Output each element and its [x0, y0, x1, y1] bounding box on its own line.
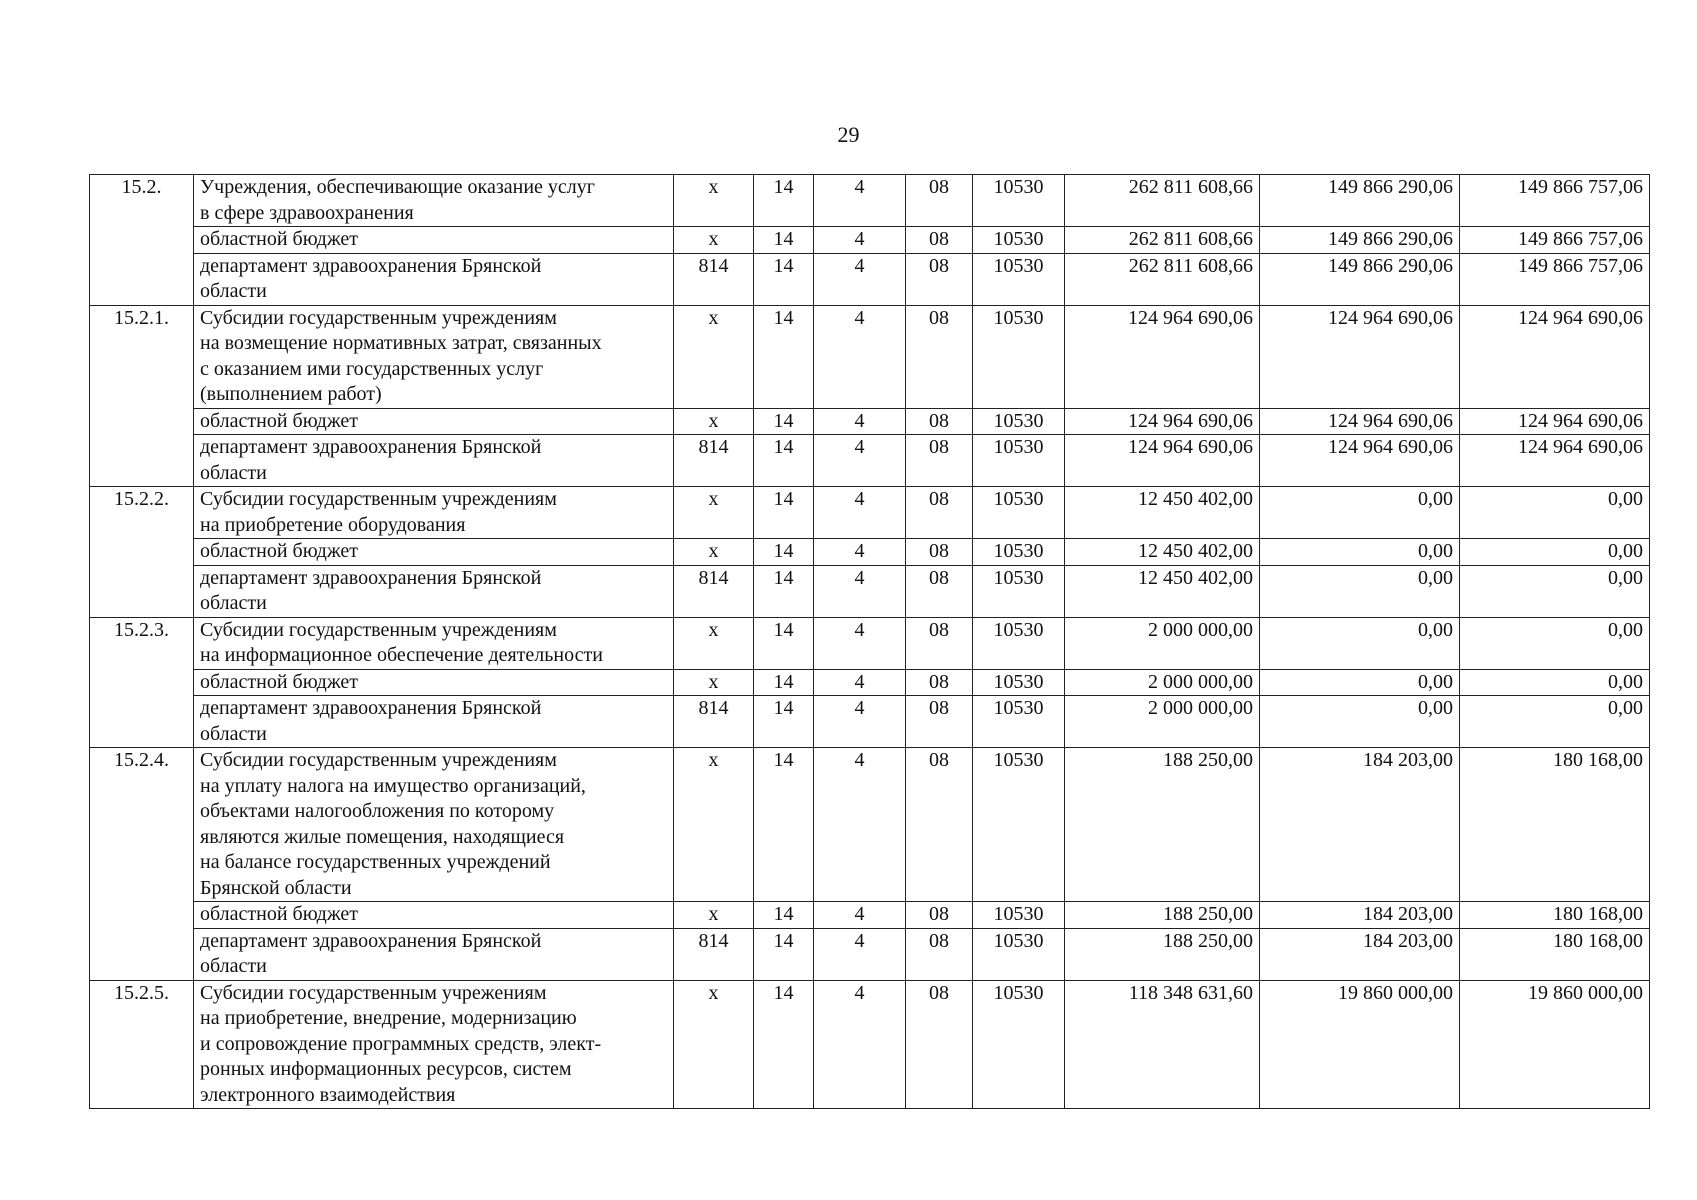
- activity-code: 08: [906, 902, 973, 929]
- item-name: департамент здравоохранения Брянской области: [194, 565, 674, 617]
- amount-year-3: 0,00: [1460, 669, 1650, 696]
- amount-year-2: 124 964 690,06: [1260, 408, 1460, 435]
- program-code: 14: [754, 539, 814, 566]
- subprogram-code: 4: [814, 305, 906, 408]
- direction-code: 10530: [973, 227, 1065, 254]
- amount-year-1: 262 811 608,66: [1065, 227, 1260, 254]
- program-code: 14: [754, 980, 814, 1109]
- amount-year-1: 124 964 690,06: [1065, 305, 1260, 408]
- subprogram-code: 4: [814, 669, 906, 696]
- admin-code: х: [674, 487, 754, 539]
- table-row: [90, 253, 1650, 305]
- table-row: [90, 408, 1650, 435]
- admin-code: х: [674, 408, 754, 435]
- subprogram-code: 4: [814, 928, 906, 980]
- activity-code: 08: [906, 408, 973, 435]
- amount-year-3: 19 860 000,00: [1460, 980, 1650, 1109]
- direction-code: 10530: [973, 748, 1065, 902]
- item-name: областной бюджет: [194, 902, 674, 929]
- item-name: областной бюджет: [194, 669, 674, 696]
- admin-code: 814: [674, 696, 754, 748]
- subprogram-code: 4: [814, 175, 906, 227]
- amount-year-1: 124 964 690,06: [1065, 435, 1260, 487]
- activity-code: 08: [906, 928, 973, 980]
- program-code: 14: [754, 748, 814, 902]
- activity-code: 08: [906, 669, 973, 696]
- subprogram-code: 4: [814, 565, 906, 617]
- direction-code: 10530: [973, 305, 1065, 408]
- amount-year-2: 149 866 290,06: [1260, 175, 1460, 227]
- item-name: областной бюджет: [194, 539, 674, 566]
- table-row: [90, 227, 1650, 254]
- subprogram-code: 4: [814, 980, 906, 1109]
- activity-code: 08: [906, 175, 973, 227]
- direction-code: 10530: [973, 408, 1065, 435]
- item-name: Субсидии государственным учреждениям на возмещение нормативных затрат, связанных с оказанием ими государственных услуг (выполнением работ): [194, 305, 674, 408]
- amount-year-3: 0,00: [1460, 539, 1650, 566]
- amount-year-2: 0,00: [1260, 669, 1460, 696]
- table-row: [90, 435, 1650, 487]
- amount-year-2: 0,00: [1260, 539, 1460, 566]
- item-name: департамент здравоохранения Брянской области: [194, 696, 674, 748]
- activity-code: 08: [906, 305, 973, 408]
- direction-code: 10530: [973, 980, 1065, 1109]
- program-code: 14: [754, 175, 814, 227]
- amount-year-1: 12 450 402,00: [1065, 487, 1260, 539]
- activity-code: 08: [906, 980, 973, 1109]
- page-number: 29: [837, 122, 860, 147]
- program-code: 14: [754, 435, 814, 487]
- amount-year-2: 19 860 000,00: [1260, 980, 1460, 1109]
- amount-year-3: 180 168,00: [1460, 928, 1650, 980]
- table-row: [90, 696, 1650, 748]
- item-name: Учреждения, обеспечивающие оказание услуг в сфере здравоохранения: [194, 175, 674, 227]
- admin-code: х: [674, 902, 754, 929]
- table-row: [90, 487, 1650, 539]
- item-name: департамент здравоохранения Брянской области: [194, 928, 674, 980]
- amount-year-3: 149 866 757,06: [1460, 227, 1650, 254]
- subprogram-code: 4: [814, 902, 906, 929]
- amount-year-1: 188 250,00: [1065, 928, 1260, 980]
- amount-year-3: 124 964 690,06: [1460, 408, 1650, 435]
- direction-code: 10530: [973, 902, 1065, 929]
- amount-year-1: 262 811 608,66: [1065, 175, 1260, 227]
- amount-year-2: 184 203,00: [1260, 748, 1460, 902]
- amount-year-3: 0,00: [1460, 696, 1650, 748]
- program-code: 14: [754, 565, 814, 617]
- program-code: 14: [754, 696, 814, 748]
- admin-code: х: [674, 669, 754, 696]
- table-row: [90, 305, 1650, 408]
- direction-code: 10530: [973, 928, 1065, 980]
- program-code: 14: [754, 902, 814, 929]
- direction-code: 10530: [973, 565, 1065, 617]
- budget-table: [89, 174, 1650, 1109]
- amount-year-3: 124 964 690,06: [1460, 435, 1650, 487]
- table-row: [90, 669, 1650, 696]
- table-row: [90, 928, 1650, 980]
- admin-code: 814: [674, 253, 754, 305]
- subprogram-code: 4: [814, 253, 906, 305]
- amount-year-2: 0,00: [1260, 617, 1460, 669]
- subprogram-code: 4: [814, 748, 906, 902]
- activity-code: 08: [906, 227, 973, 254]
- item-number: 15.2.5.: [90, 980, 194, 1109]
- table-row: [90, 617, 1650, 669]
- activity-code: 08: [906, 565, 973, 617]
- amount-year-1: 12 450 402,00: [1065, 565, 1260, 617]
- activity-code: 08: [906, 617, 973, 669]
- amount-year-1: 262 811 608,66: [1065, 253, 1260, 305]
- amount-year-3: 149 866 757,06: [1460, 175, 1650, 227]
- direction-code: 10530: [973, 175, 1065, 227]
- amount-year-2: 0,00: [1260, 565, 1460, 617]
- amount-year-3: 149 866 757,06: [1460, 253, 1650, 305]
- direction-code: 10530: [973, 253, 1065, 305]
- amount-year-1: 12 450 402,00: [1065, 539, 1260, 566]
- subprogram-code: 4: [814, 227, 906, 254]
- direction-code: 10530: [973, 435, 1065, 487]
- activity-code: 08: [906, 253, 973, 305]
- item-name: областной бюджет: [194, 227, 674, 254]
- table-row: [90, 539, 1650, 566]
- admin-code: х: [674, 539, 754, 566]
- item-number: 15.2.4.: [90, 748, 194, 981]
- item-number: 15.2.: [90, 175, 194, 306]
- amount-year-2: 184 203,00: [1260, 928, 1460, 980]
- table-row: [90, 175, 1650, 227]
- direction-code: 10530: [973, 487, 1065, 539]
- item-name: Субсидии государственным учреждениям на информационное обеспечение деятельности: [194, 617, 674, 669]
- activity-code: 08: [906, 748, 973, 902]
- admin-code: 814: [674, 928, 754, 980]
- amount-year-1: 2 000 000,00: [1065, 696, 1260, 748]
- amount-year-3: 0,00: [1460, 617, 1650, 669]
- admin-code: х: [674, 227, 754, 254]
- amount-year-2: 149 866 290,06: [1260, 253, 1460, 305]
- direction-code: 10530: [973, 539, 1065, 566]
- amount-year-1: 2 000 000,00: [1065, 669, 1260, 696]
- amount-year-3: 180 168,00: [1460, 902, 1650, 929]
- amount-year-2: 149 866 290,06: [1260, 227, 1460, 254]
- amount-year-1: 124 964 690,06: [1065, 408, 1260, 435]
- program-code: 14: [754, 617, 814, 669]
- admin-code: х: [674, 748, 754, 902]
- item-number: 15.2.1.: [90, 305, 194, 487]
- item-number: 15.2.2.: [90, 487, 194, 618]
- amount-year-1: 118 348 631,60: [1065, 980, 1260, 1109]
- item-name: Субсидии государственным учреждениям на уплату налога на имущество организаций, объектами налогообложения по которому являются жилые помещения, находящиеся на балансе государственных учреждений Брянской области: [194, 748, 674, 902]
- amount-year-3: 0,00: [1460, 487, 1650, 539]
- direction-code: 10530: [973, 669, 1065, 696]
- subprogram-code: 4: [814, 408, 906, 435]
- amount-year-3: 0,00: [1460, 565, 1650, 617]
- subprogram-code: 4: [814, 617, 906, 669]
- item-name: департамент здравоохранения Брянской области: [194, 435, 674, 487]
- subprogram-code: 4: [814, 539, 906, 566]
- amount-year-3: 124 964 690,06: [1460, 305, 1650, 408]
- subprogram-code: 4: [814, 487, 906, 539]
- item-number: 15.2.3.: [90, 617, 194, 748]
- program-code: 14: [754, 669, 814, 696]
- program-code: 14: [754, 487, 814, 539]
- admin-code: х: [674, 175, 754, 227]
- amount-year-2: 124 964 690,06: [1260, 435, 1460, 487]
- program-code: 14: [754, 227, 814, 254]
- direction-code: 10530: [973, 617, 1065, 669]
- activity-code: 08: [906, 487, 973, 539]
- amount-year-1: 188 250,00: [1065, 748, 1260, 902]
- table-row: [90, 565, 1650, 617]
- amount-year-2: 124 964 690,06: [1260, 305, 1460, 408]
- item-name: областной бюджет: [194, 408, 674, 435]
- program-code: 14: [754, 305, 814, 408]
- activity-code: 08: [906, 539, 973, 566]
- program-code: 14: [754, 928, 814, 980]
- admin-code: х: [674, 980, 754, 1109]
- admin-code: 814: [674, 565, 754, 617]
- program-code: 14: [754, 408, 814, 435]
- subprogram-code: 4: [814, 435, 906, 487]
- table-row: [90, 748, 1650, 902]
- admin-code: х: [674, 305, 754, 408]
- program-code: 14: [754, 253, 814, 305]
- item-name: Субсидии государственным учреждениям на приобретение оборудования: [194, 487, 674, 539]
- item-name: департамент здравоохранения Брянской области: [194, 253, 674, 305]
- amount-year-3: 180 168,00: [1460, 748, 1650, 902]
- amount-year-1: 188 250,00: [1065, 902, 1260, 929]
- table-row: [90, 902, 1650, 929]
- item-name: Субсидии государственным учрежениям на приобретение, внедрение, модернизацию и сопровождение программных средств, элект- ронных информационных ресурсов, систем электронного взаимодействия: [194, 980, 674, 1109]
- admin-code: 814: [674, 435, 754, 487]
- amount-year-2: 184 203,00: [1260, 902, 1460, 929]
- table-row: [90, 980, 1650, 1109]
- activity-code: 08: [906, 696, 973, 748]
- activity-code: 08: [906, 435, 973, 487]
- direction-code: 10530: [973, 696, 1065, 748]
- amount-year-1: 2 000 000,00: [1065, 617, 1260, 669]
- subprogram-code: 4: [814, 696, 906, 748]
- amount-year-2: 0,00: [1260, 487, 1460, 539]
- amount-year-2: 0,00: [1260, 696, 1460, 748]
- admin-code: х: [674, 617, 754, 669]
